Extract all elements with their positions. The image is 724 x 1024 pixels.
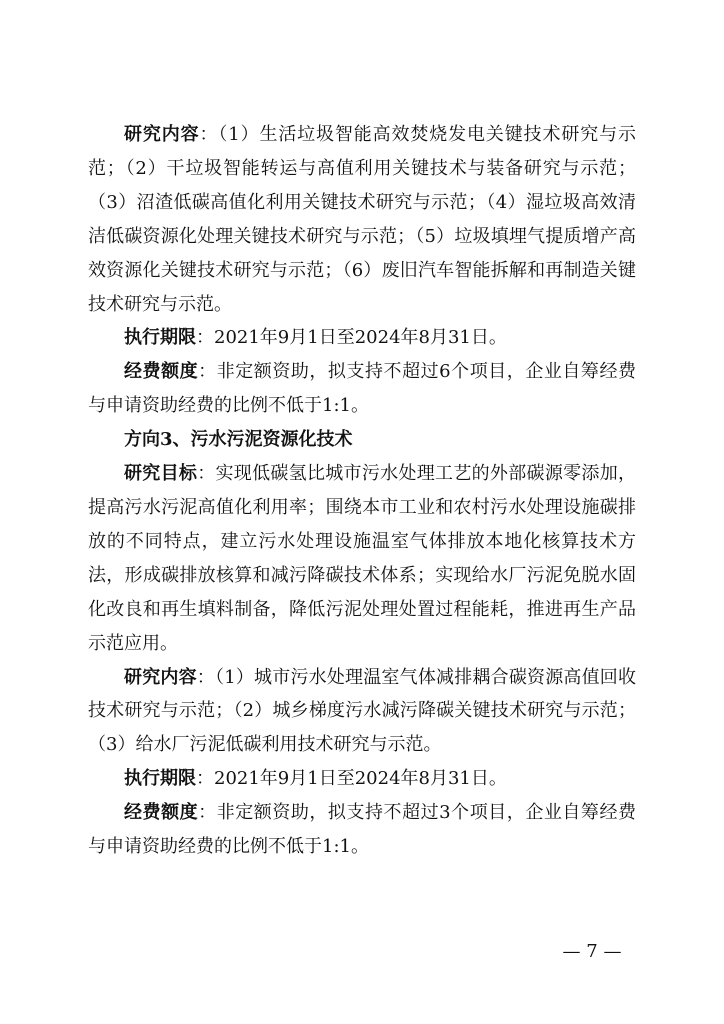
- dir3-research-content-separator: ：: [196, 666, 215, 688]
- dir2-execution-period-label: 执行期限: [124, 327, 196, 349]
- dir2-execution-period-separator: ：: [196, 327, 214, 349]
- dir2-research-content-separator: ：: [199, 124, 219, 145]
- dir2-research-content-text: （1）生活垃圾智能高效焚烧发电关键技术研究与示范；（2）干垃圾智能转运与高值利用关键技术与装备研究与示范；（3）沼渣低碳高值化利用关键技术研究与示范；（4）湿垃圾高效清洁低碳资源化处理关键技术研究与示范；（5）垃圾填埋气提质增产高效资源化关键技术研究与示范；（6）废旧汽车智能拆解和再制造关键技术研究与示范。: [88, 124, 637, 315]
- dir2-funding-paragraph: [88, 355, 636, 423]
- dir2-funding-label: 经费额度: [124, 361, 199, 383]
- dir2-execution-period-paragraph: [88, 321, 636, 355]
- dir3-execution-period-paragraph: [88, 762, 636, 796]
- document-body: [88, 118, 636, 864]
- dir2-research-content-label: 研究内容: [124, 124, 200, 145]
- dir3-research-goal-label: 研究目标: [124, 463, 198, 485]
- dir2-funding-text: 非定额资助，拟支持不超过6个项目，企业自筹经费与申请资助经费的比例不低于1:1。: [88, 361, 637, 417]
- dir3-research-goal-text: 实现低碳氢比城市污水处理工艺的外部碳源零添加，提高污水污泥高值化利用率；围绕本市工业和农村污水处理设施碳排放的不同特点，建立污水处理设施温室气体排放本地化核算技术方法，形成碳排放核算和减污降碳技术体系；实现给水厂污泥免脱水固化改良和再生填料制备，降低污泥处理处置过程能耗，推进再生产品示范应用。: [88, 463, 637, 654]
- dir3-funding-paragraph: [88, 796, 636, 864]
- dir3-execution-period-text: 2021年9月1日至2024年8月31日。: [214, 768, 507, 790]
- dir3-research-content-label: 研究内容: [124, 666, 197, 688]
- dir3-funding-separator: ：: [198, 802, 217, 824]
- dir3-research-content-paragraph: [88, 661, 636, 763]
- dir3-research-goal-separator: ：: [197, 463, 216, 485]
- dir2-research-content-paragraph: [88, 118, 636, 321]
- dir3-funding-label: 经费额度: [124, 802, 199, 824]
- dir3-execution-period-separator: ：: [196, 768, 214, 790]
- dir3-research-goal-paragraph: [88, 457, 636, 660]
- page-number: — 7 —: [562, 941, 622, 962]
- dir3-funding-text: 非定额资助，拟支持不超过3个项目，企业自筹经费与申请资助经费的比例不低于1:1。: [88, 802, 637, 858]
- dir2-execution-period-text: 2021年9月1日至2024年8月31日。: [214, 327, 507, 349]
- dir3-execution-period-label: 执行期限: [124, 768, 196, 790]
- dir3-research-content-text: （1）城市污水处理温室气体减排耦合碳资源高值回收技术研究与示范；（2）城乡梯度污水减污降碳关键技术研究与示范；（3）给水厂污泥低碳利用技术研究与示范。: [88, 666, 637, 756]
- dir3-heading: 方向3、污水污泥资源化技术: [124, 429, 353, 451]
- dir2-funding-separator: ：: [198, 361, 217, 383]
